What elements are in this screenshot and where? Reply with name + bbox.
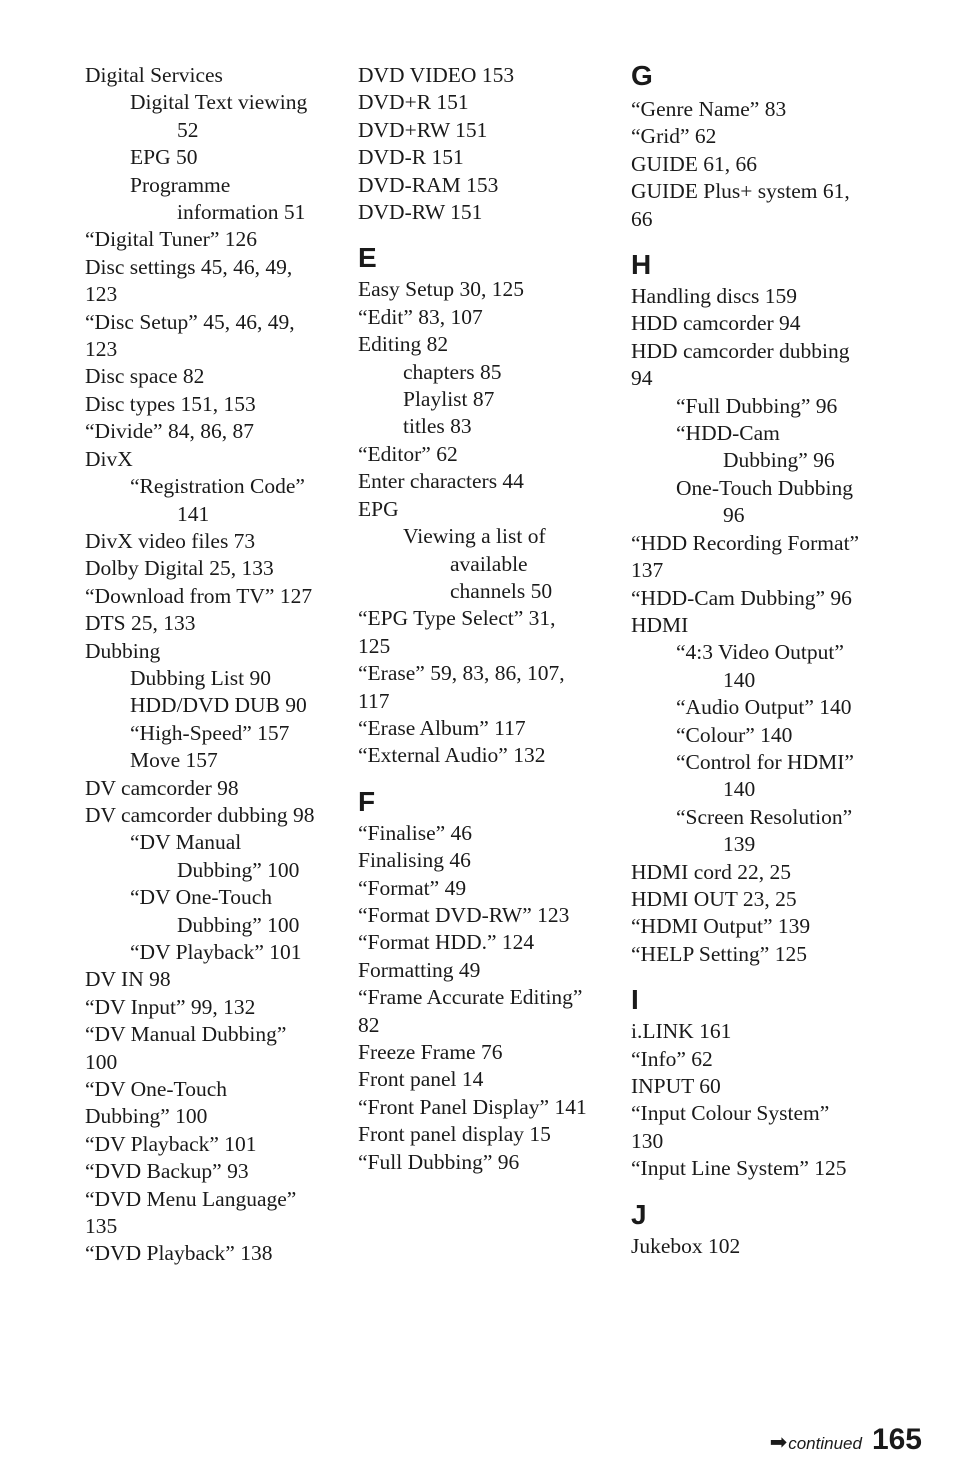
entry-text: One-Touch Dubbing <box>676 475 854 500</box>
index-entry <box>85 446 330 473</box>
entry-text: “DV Manual Dubbing” <box>85 1022 287 1047</box>
entry-continuation: 137 <box>631 558 664 583</box>
index-entry <box>358 820 603 847</box>
entry-text: “Input Colour System” <box>631 1101 830 1126</box>
entry-text: “EPG Type Select” 31, <box>358 606 556 631</box>
index-entry <box>631 338 876 393</box>
index-subentry <box>130 692 330 719</box>
entry-text: Front panel 14 <box>358 1067 484 1092</box>
index-entry <box>358 62 603 89</box>
entry-text: Programme <box>130 172 231 197</box>
index-entry <box>85 775 330 802</box>
entry-text: “Erase Album” 117 <box>358 715 526 740</box>
section-letter-g: G <box>631 60 653 91</box>
index-entry <box>85 638 330 665</box>
entry-text: “DV Playback” 101 <box>130 940 302 964</box>
entry-text: “Disc Setup” 45, 46, 49, <box>85 309 295 334</box>
entry-continuation: Dubbing” 100 <box>177 857 300 882</box>
index-entry <box>631 123 876 150</box>
index-column-3 <box>631 62 876 1260</box>
entry-continuation: 100 <box>85 1049 118 1074</box>
index-entry <box>85 1158 330 1185</box>
entry-text: “Grid” 62 <box>631 124 717 149</box>
index-subentry <box>130 747 330 774</box>
entry-text: DVD VIDEO 153 <box>358 63 515 87</box>
entry-text: “Format HDD.” 124 <box>358 930 535 955</box>
entry-text: DV camcorder dubbing 98 <box>85 802 315 827</box>
entry-continuation: 117 <box>358 688 390 713</box>
entry-text: Viewing a list of <box>403 524 546 549</box>
entry-continuation: 141 <box>177 501 210 526</box>
index-entry <box>358 331 603 358</box>
entry-text: “Frame Accurate Editing” <box>358 985 583 1010</box>
entry-text: Formatting 49 <box>358 957 481 982</box>
entry-continuation: 123 <box>85 337 118 362</box>
entry-continuation: 123 <box>85 282 118 307</box>
index-subentry <box>130 473 330 528</box>
index-entry <box>631 310 876 337</box>
index-entry <box>358 304 603 331</box>
entry-text: DVD-R 151 <box>358 145 464 170</box>
entry-text: DVD+RW 151 <box>358 117 488 142</box>
entry-text: “Editor” 62 <box>358 441 458 466</box>
entry-text: “High-Speed” 157 <box>130 720 290 745</box>
index-subentry <box>676 694 876 721</box>
index-entry <box>358 929 603 956</box>
page-footer <box>770 1423 922 1457</box>
entry-continuation: 52 <box>177 117 199 142</box>
index-entry <box>85 1076 330 1131</box>
entry-text: Enter characters 44 <box>358 469 524 494</box>
index-subentry <box>130 720 330 747</box>
index-entry <box>358 172 603 199</box>
index-subentry <box>403 359 603 386</box>
entry-text: INPUT 60 <box>631 1074 721 1098</box>
entry-text: Handling discs 159 <box>631 284 798 309</box>
index-subentry <box>403 386 603 413</box>
index-entry <box>85 363 330 390</box>
entry-text: Dubbing List 90 <box>130 665 271 690</box>
index-entry <box>358 496 603 523</box>
entry-text: “Audio Output” 140 <box>676 695 852 720</box>
index-column-1 <box>85 62 330 1268</box>
entry-continuation: channels 50 <box>450 578 553 603</box>
entry-text: DV IN 98 <box>85 967 171 992</box>
index-entry <box>631 1100 876 1155</box>
section-letter-f: F <box>358 785 376 817</box>
index-entry <box>358 847 603 874</box>
index-entry <box>85 309 330 364</box>
entry-text: “Colour” 140 <box>676 722 793 747</box>
entry-text: EPG 50 <box>130 145 198 170</box>
index-entry <box>631 283 876 310</box>
entry-continuation: 130 <box>631 1128 664 1153</box>
index-entry <box>85 1131 330 1158</box>
index-entry <box>85 802 330 829</box>
index-entry <box>631 96 876 123</box>
page-number: 165 <box>871 1423 922 1456</box>
entry-text: GUIDE Plus+ system 61, <box>631 179 850 204</box>
entry-text: “DV Input” 99, 132 <box>85 994 256 1019</box>
index-entry <box>631 1155 876 1182</box>
entry-text: DVD-RAM 153 <box>358 172 499 197</box>
index-entry <box>358 441 603 468</box>
entry-text: “Input Line System” 125 <box>631 1156 847 1181</box>
entry-text: chapters 85 <box>403 359 502 384</box>
index-entry <box>358 984 603 1039</box>
index-entry <box>631 1046 876 1073</box>
entry-text: “Divide” 84, 86, 87 <box>85 419 254 444</box>
index-subentry <box>676 639 876 694</box>
entry-text: HDMI cord 22, 25 <box>631 859 792 884</box>
entry-continuation: 94 <box>631 366 653 391</box>
index-entry <box>85 254 330 309</box>
entry-text: “HDD-Cam <box>676 421 780 446</box>
entry-continuation: 96 <box>723 503 745 528</box>
entry-text: DVD-RW 151 <box>358 200 483 225</box>
index-entry <box>358 715 603 742</box>
index-entry <box>85 1186 330 1241</box>
index-entry <box>358 1039 603 1066</box>
index-entry <box>631 530 876 585</box>
entry-text: DVD+R 151 <box>358 90 469 115</box>
index-entry <box>358 1066 603 1093</box>
index-entry <box>85 583 330 610</box>
index-entry <box>358 957 603 984</box>
entry-text: Jukebox 102 <box>631 1233 741 1258</box>
index-entry <box>358 605 603 660</box>
index-subentry <box>676 804 876 859</box>
entry-continuation: 140 <box>723 667 756 692</box>
index-entry <box>631 1018 876 1045</box>
index-subentry <box>676 420 876 475</box>
index-entry <box>631 585 876 612</box>
index-entry <box>358 875 603 902</box>
entry-text: “Screen Resolution” <box>676 804 853 829</box>
entry-text: “HELP Setting” 125 <box>631 941 807 966</box>
entry-text: “Full Dubbing” 96 <box>358 1149 520 1174</box>
entry-text: “DV One-Touch <box>85 1077 227 1102</box>
index-entry <box>631 941 876 968</box>
index-entry <box>85 528 330 555</box>
entry-text: Disc types 151, 153 <box>85 391 256 416</box>
index-entry <box>358 1094 603 1121</box>
section-letter-i: I <box>631 984 639 1016</box>
index-subentry <box>130 665 330 692</box>
index-entry <box>85 966 330 993</box>
entry-continuation: information 51 <box>177 200 306 225</box>
entry-continuation: 140 <box>723 777 756 802</box>
section-letter-e: E <box>358 242 377 274</box>
entry-text: Front panel display 15 <box>358 1122 551 1147</box>
entry-continuation: 125 <box>358 633 391 658</box>
entry-text: “4:3 Video Output” <box>676 640 844 665</box>
entry-text: Digital Services <box>85 63 223 87</box>
entry-text: “Edit” 83, 107 <box>358 304 483 329</box>
entry-text: Disc settings 45, 46, 49, <box>85 254 293 279</box>
index-entry <box>85 555 330 582</box>
index-subentry <box>676 393 876 420</box>
index-entry <box>631 886 876 913</box>
entry-text: “DVD Backup” 93 <box>85 1159 249 1184</box>
entry-text: DivX video files 73 <box>85 528 256 553</box>
entry-text: “HDD Recording Format” <box>631 530 860 555</box>
entry-continuation: 135 <box>85 1214 118 1239</box>
entry-text: “Full Dubbing” 96 <box>676 393 838 418</box>
index-entry <box>631 151 876 178</box>
entry-text: Easy Setup 30, 125 <box>358 277 525 302</box>
entry-text: “Control for HDMI” <box>676 749 854 774</box>
index-entry <box>85 1021 330 1076</box>
entry-text: “Genre Name” 83 <box>631 97 787 121</box>
entry-text: Digital Text viewing <box>130 90 308 115</box>
index-entry <box>358 902 603 929</box>
entry-text: “External Audio” 132 <box>358 743 546 768</box>
entry-text: “Registration Code” <box>130 474 305 499</box>
entry-text: titles 83 <box>403 414 472 439</box>
index-entry <box>358 468 603 495</box>
entry-continuation: 139 <box>723 832 756 857</box>
index-column-2 <box>358 62 603 1176</box>
entry-text: Dubbing <box>85 638 161 663</box>
index-subentry <box>403 413 603 440</box>
entry-text: “Format DVD-RW” 123 <box>358 902 570 927</box>
entry-continuation: Dubbing” 100 <box>85 1104 208 1129</box>
index-entry <box>85 994 330 1021</box>
index-entry <box>358 1121 603 1148</box>
index-entry <box>358 199 603 226</box>
entry-text: “DVD Playback” 138 <box>85 1241 273 1266</box>
entry-continuation: 82 <box>358 1012 380 1037</box>
entry-text: “DV Manual <box>130 830 242 855</box>
entry-text: DivX <box>85 446 133 471</box>
index-entry <box>358 144 603 171</box>
index-subentry <box>130 89 330 144</box>
continued-label: continued <box>788 1434 862 1453</box>
section-letter-h: H <box>631 249 652 281</box>
index-subentry <box>676 475 876 530</box>
entry-text: “Digital Tuner” 126 <box>85 227 257 252</box>
index-entry <box>85 610 330 637</box>
index-entry <box>631 1233 876 1260</box>
entry-text: “HDD-Cam Dubbing” 96 <box>631 585 852 610</box>
index-subentry <box>676 722 876 749</box>
entry-text: GUIDE 61, 66 <box>631 151 757 176</box>
entry-text: DV camcorder 98 <box>85 775 239 800</box>
index-entry <box>85 418 330 445</box>
index-entry <box>358 117 603 144</box>
entry-text: HDD camcorder 94 <box>631 311 801 336</box>
index-entry <box>358 276 603 303</box>
index-subentry <box>130 829 330 884</box>
entry-text: Dolby Digital 25, 133 <box>85 556 274 581</box>
entry-text: “Info” 62 <box>631 1046 713 1071</box>
entry-text: Finalising 46 <box>358 848 471 873</box>
entry-text: “Front Panel Display” 141 <box>358 1094 587 1119</box>
index-subentry <box>130 172 330 227</box>
index-subentry <box>130 939 330 966</box>
index-entry <box>631 178 876 233</box>
entry-text: “Format” 49 <box>358 875 467 900</box>
entry-text: “Finalise” 46 <box>358 820 473 845</box>
entry-text: “Download from TV” 127 <box>85 583 313 608</box>
index-entry <box>631 859 876 886</box>
index-entry <box>85 62 330 89</box>
index-subentry <box>403 523 603 605</box>
index-entry <box>358 89 603 116</box>
index-subentry <box>676 749 876 804</box>
entry-text: “DV One-Touch <box>130 885 272 910</box>
entry-text: HDMI <box>631 612 689 637</box>
entry-text: i.LINK 161 <box>631 1019 732 1044</box>
entry-text: HDMI OUT 23, 25 <box>631 886 797 911</box>
arrow-right-icon: ➡ <box>769 1430 788 1454</box>
entry-continuation: Dubbing” 96 <box>723 448 835 473</box>
index-entry <box>631 612 876 639</box>
entry-text: DTS 25, 133 <box>85 611 196 636</box>
entry-text: “DV Playback” 101 <box>85 1131 257 1156</box>
index-entry <box>85 391 330 418</box>
entry-text: Editing 82 <box>358 332 449 357</box>
entry-text: Freeze Frame 76 <box>358 1040 503 1064</box>
entry-text: HDD camcorder dubbing <box>631 338 850 363</box>
entry-continuation: 66 <box>631 206 653 231</box>
index-entry <box>85 1240 330 1267</box>
entry-text: Playlist 87 <box>403 387 495 412</box>
index-subentry <box>130 884 330 939</box>
entry-text: “Erase” 59, 83, 86, 107, <box>358 661 565 686</box>
entry-text: Disc space 82 <box>85 364 205 389</box>
entry-text: HDD/DVD DUB 90 <box>130 693 307 718</box>
index-entry <box>631 913 876 940</box>
index-entry <box>631 1073 876 1100</box>
entry-text: EPG <box>358 496 399 521</box>
entry-continuation: Dubbing” 100 <box>177 912 300 937</box>
section-letter-j: J <box>631 1198 647 1230</box>
index-entry <box>358 1149 603 1176</box>
entry-text: Move 157 <box>130 748 218 773</box>
entry-text: “HDMI Output” 139 <box>631 914 811 939</box>
index-entry <box>358 742 603 769</box>
entry-continuation: available <box>450 551 528 576</box>
index-entry <box>358 660 603 715</box>
index-entry <box>85 226 330 253</box>
index-subentry <box>130 144 330 171</box>
entry-text: “DVD Menu Language” <box>85 1186 297 1211</box>
